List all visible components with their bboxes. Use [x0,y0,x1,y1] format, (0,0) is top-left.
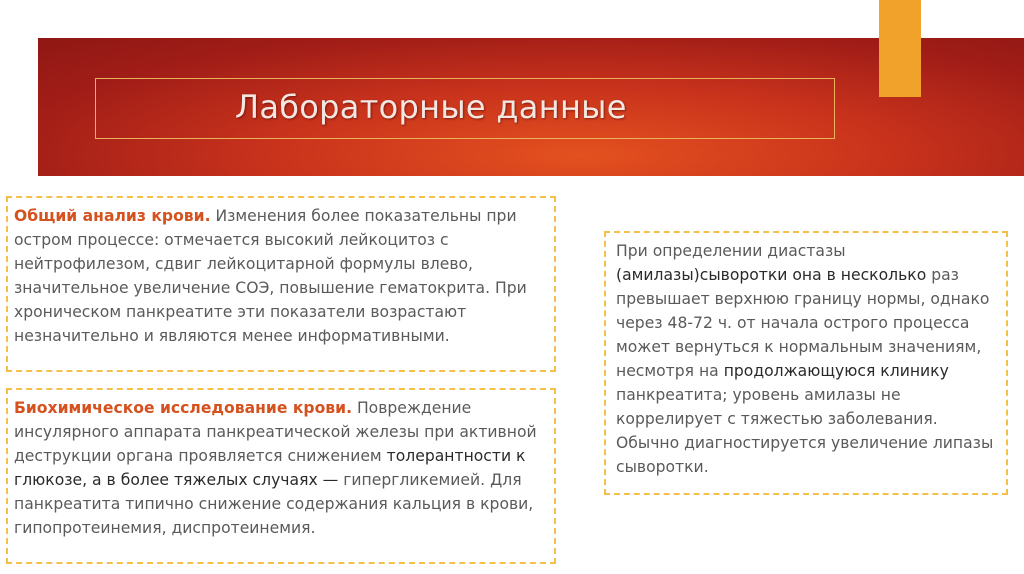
box2-emphasis: толерантности к глюкозе, а в более тяжелых случаях — [14,447,526,489]
box1-heading: Общий анализ крови. [14,207,211,225]
box2-heading: Биохимическое исследование крови. [14,399,352,417]
slide-title: Лабораторные данные [235,88,627,126]
accent-bar [879,0,921,97]
box3-emphasis-b: продолжающуюся клинику [723,362,949,380]
box2-body-b: гипергликемией. Для панкреатита типично снижение содержания кальция в крови, гипопротеинемия, диспротеинемия. [14,471,534,537]
box3-emphasis-a: (амилазы)сыворотки она в несколько [616,266,927,284]
box2-body-a: Повреждение инсулярного аппарата панкреатической железы при активной деструкции органа проявляется снижением [14,399,537,465]
box1-body: Изменения более показательны при остром процессе: отмечается высокий лейкоцитоз с нейтрофилезом, сдвиг лейкоцитарной формулы влево, значительное увеличение СОЭ, повышение гематокрита. При хроническом панкреатите эти показатели возрастают незначительно и являются менее информативными. [14,207,527,345]
box3-text-a: При определении диастазы [616,242,846,260]
amylase-box [604,231,1008,495]
box3-text-b: раз превышает верхнюю границу нормы, однако через 48-72 ч. от начала острого процесса может вернуться к нормальным значениям, несмотря на [616,266,990,380]
biochem-box [6,388,556,564]
blood-test-box [6,196,556,372]
box3-text-c: панкреатита; уровень амилазы не коррелирует с тяжестью заболевания. Обычно диагностируется увеличение липазы сыворотки. [616,386,994,476]
